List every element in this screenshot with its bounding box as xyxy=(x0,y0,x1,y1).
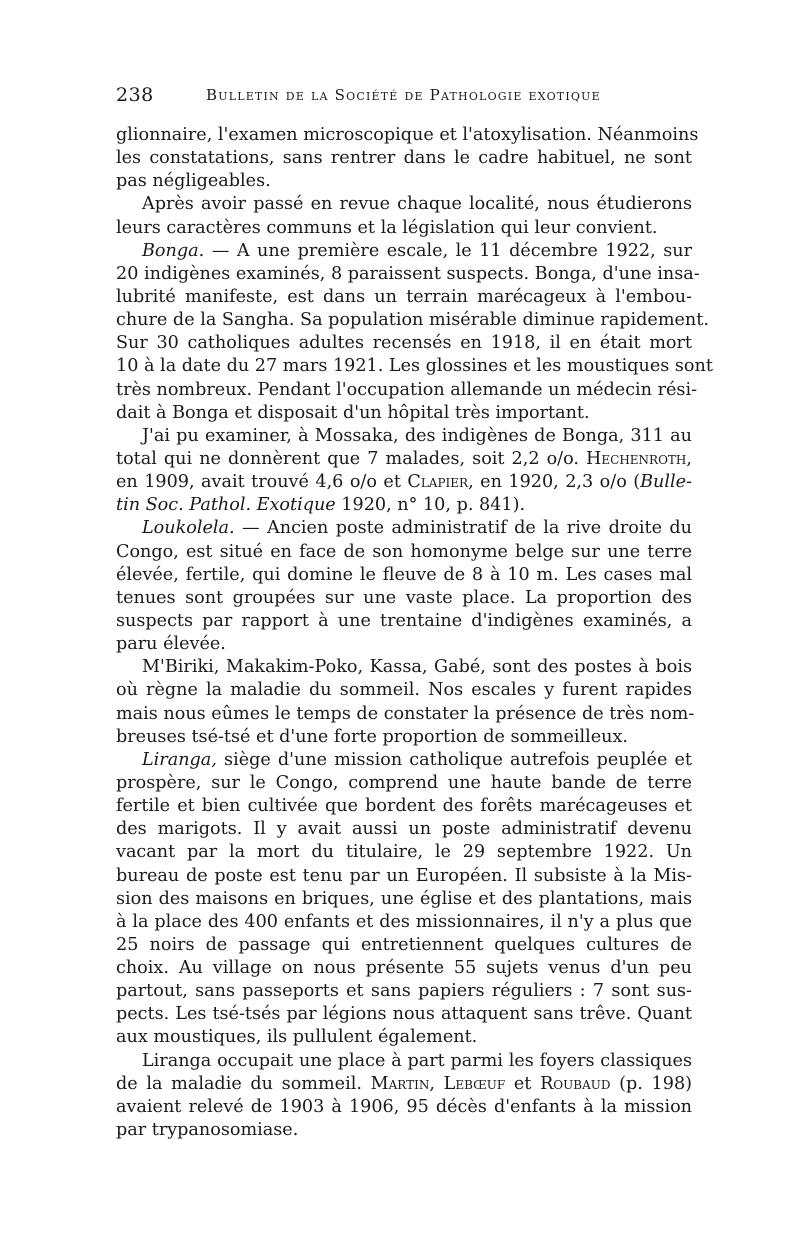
text-line xyxy=(116,633,692,656)
text-line xyxy=(116,309,709,332)
text-segment: M'Biriki, Makakim-Poko, Kassa, Gabé, sont des postes à bois xyxy=(142,657,692,678)
italic-text: Loukolela. xyxy=(142,518,235,539)
text-line xyxy=(116,402,692,425)
text-segment: 1920, n° 10, p. 841). xyxy=(335,495,526,516)
text-line xyxy=(116,749,692,772)
text-segment: total qui ne donnèrent que 7 malades, soit 2,2 o/o. xyxy=(116,448,587,469)
text-segment: fertile et bien cultivée que bordent des forêts marécageuses et xyxy=(116,796,692,817)
text-line xyxy=(116,610,692,633)
text-segment: — A une première escale, le 11 décembre 1922, sur xyxy=(204,240,692,261)
text-line xyxy=(116,656,692,679)
text-line xyxy=(116,980,692,1003)
text-segment: suspects par rapport à une trentaine d'indigènes examinés, a xyxy=(116,610,692,631)
text-segment: 10 à la date du 27 mars 1921. Les glossines et les moustiques sont xyxy=(116,356,713,377)
author-name: Hechenroth xyxy=(586,448,687,469)
text-line xyxy=(116,193,692,216)
text-line xyxy=(116,865,692,888)
text-line xyxy=(116,170,692,193)
text-line xyxy=(116,772,692,795)
text-segment: mais nous eûmes le temps de constater la présence de très nom- xyxy=(116,703,695,724)
author-name: Clapier xyxy=(407,472,469,493)
text-line xyxy=(116,471,692,494)
text-line xyxy=(116,286,692,309)
text-segment: élevée, fertile, qui domine le fleuve de 8 à 10 m. Les cases mal xyxy=(116,564,692,585)
text-segment: des marigots. Il y avait aussi un poste administratif devenu xyxy=(116,819,692,840)
text-segment: pas négligeables. xyxy=(116,171,271,192)
text-segment: où règne la maladie du sommeil. Nos escales y furent rapides xyxy=(116,680,692,701)
text-segment: (p. 198) xyxy=(610,1073,693,1094)
text-line xyxy=(116,448,692,471)
text-segment: breuses tsé-tsé et d'une forte proportion de sommeilleux. xyxy=(116,726,629,747)
text-segment: les constatations, sans rentrer dans le cadre habituel, ne sont xyxy=(116,148,692,169)
italic-text: Bulle- xyxy=(640,472,692,493)
text-segment: et xyxy=(505,1073,541,1094)
text-line xyxy=(116,1119,692,1142)
text-line xyxy=(116,957,692,980)
text-line xyxy=(116,795,692,818)
page-number: 238 xyxy=(116,84,154,106)
text-segment: J'ai pu examiner, à Mossaka, des indigènes de Bonga, 311 au xyxy=(142,425,692,446)
author-name: Roubaud xyxy=(540,1073,611,1094)
text-segment: à la place des 400 enfants et des missionnaires, il n'y a plus que xyxy=(116,911,692,932)
text-segment: bureau de poste est tenu par un Européen. Il subsiste à la Mis- xyxy=(116,865,692,886)
body-text xyxy=(116,124,713,1142)
text-segment: Congo, est situé en face de son homonyme belge sur une terre xyxy=(116,541,692,562)
text-segment: choix. Au village on nous présente 55 sujets venus d'un peu xyxy=(116,958,692,979)
text-line xyxy=(116,726,692,749)
text-line xyxy=(116,517,692,540)
text-segment: sion des maisons en briques, une église et des plantations, mais xyxy=(116,888,692,909)
text-segment: , xyxy=(429,1073,444,1094)
text-segment: , en 1920, 2,3 o/o ( xyxy=(468,472,641,493)
text-line xyxy=(116,1096,692,1119)
text-segment: aux moustiques, ils pullulent également. xyxy=(116,1027,478,1048)
text-line xyxy=(116,494,692,517)
text-line xyxy=(116,1073,692,1096)
text-line xyxy=(116,841,692,864)
text-segment: Sur 30 catholiques adultes recensés en 1918, il en était mort xyxy=(116,333,692,354)
text-segment: par trypanosomiase. xyxy=(116,1120,299,1141)
text-segment: très nombreux. Pendant l'occupation allemande un médecin rési- xyxy=(116,379,698,400)
text-segment: Après avoir passé en revue chaque localité, nous étudierons xyxy=(142,194,692,215)
page-header xyxy=(116,84,686,110)
text-line xyxy=(116,355,713,378)
text-segment: paru élevée. xyxy=(116,634,226,655)
text-line xyxy=(116,888,692,911)
running-title: Bulletin de la Société de Pathologie exotique xyxy=(206,86,601,104)
text-segment: en 1909, avait trouvé 4,6 o/o et xyxy=(116,472,408,493)
text-line xyxy=(116,1026,692,1049)
italic-text: Liranga, xyxy=(142,749,217,770)
text-line xyxy=(116,564,692,587)
text-segment: pects. Les tsé-tsés par légions nous attaquent sans trêve. Quant xyxy=(116,1004,692,1025)
text-segment: partout, sans passeports et sans papiers réguliers : 7 sont sus- xyxy=(116,981,692,1002)
text-line xyxy=(116,263,700,286)
text-segment: — Ancien poste administratif de la rive droite du xyxy=(234,518,692,539)
text-line xyxy=(116,147,692,170)
text-segment: , xyxy=(686,448,692,469)
text-segment: lubrité manifeste, est dans un terrain marécageux à l'embou- xyxy=(116,286,692,307)
text-line xyxy=(116,911,692,934)
italic-text: tin Soc. Pathol. Exotique xyxy=(116,495,336,516)
text-segment: 20 indigènes examinés, 8 paraissent suspects. Bonga, d'une insa- xyxy=(116,263,700,284)
text-segment: tenues sont groupées sur une vaste place. La proportion des xyxy=(116,587,692,608)
text-line xyxy=(116,124,699,147)
text-line xyxy=(116,703,695,726)
text-line xyxy=(116,541,692,564)
text-segment: glionnaire, l'examen microscopique et l'atoxylisation. Néanmoins xyxy=(116,125,699,145)
italic-text: Bonga. xyxy=(142,240,205,261)
text-line xyxy=(116,587,692,610)
author-name: Martin xyxy=(370,1073,430,1094)
author-name: Lebœuf xyxy=(443,1073,506,1094)
text-line xyxy=(116,679,692,702)
text-segment: chure de la Sangha. Sa population misérable diminue rapidement. xyxy=(116,310,709,331)
text-line xyxy=(116,934,692,957)
text-segment: avaient relevé de 1903 à 1906, 95 décès d'enfants à la mission xyxy=(116,1096,692,1117)
text-line xyxy=(116,818,692,841)
text-line xyxy=(116,240,692,263)
text-segment: dait à Bonga et disposait d'un hôpital très important. xyxy=(116,402,590,423)
text-line xyxy=(116,1050,692,1073)
text-segment: prospère, sur le Congo, comprend une haute bande de terre xyxy=(116,772,692,793)
text-line xyxy=(116,217,692,240)
text-segment: vacant par la mort du titulaire, le 29 septembre 1922. Un xyxy=(116,842,692,863)
text-segment: 25 noirs de passage qui entretiennent quelques cultures de xyxy=(116,934,692,955)
text-line xyxy=(116,332,692,355)
text-line xyxy=(116,1003,692,1026)
text-segment: Liranga occupait une place à part parmi les foyers classiques xyxy=(142,1050,692,1071)
text-line xyxy=(116,379,698,402)
text-segment: siège d'une mission catholique autrefois peuplée et xyxy=(216,749,692,770)
text-segment: de la maladie du sommeil. xyxy=(116,1073,371,1094)
text-line xyxy=(116,425,692,448)
text-segment: leurs caractères communs et la législation qui leur convient. xyxy=(116,217,658,238)
